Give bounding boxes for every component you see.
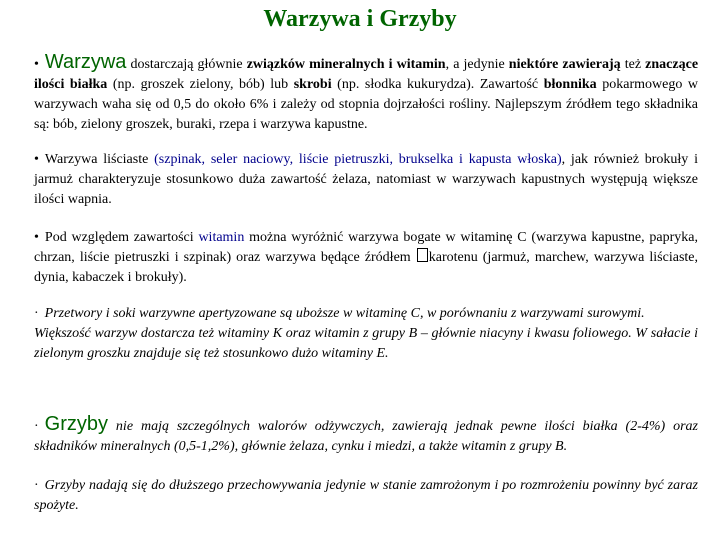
lead-word: Warzywa (44, 51, 127, 73)
text: (np. groszek zielony, bób) lub (107, 77, 294, 92)
text: Większość warzyw dostarcza też witaminy K oraz witamin z grupy B – głównie niacyny i kwasu foliowego. W sałacie i zielonym groszku znajduje się też stosunkowo dużo witaminy E. (34, 326, 698, 361)
bullet: · (34, 419, 39, 434)
text: Przetwory i soki warzywne apertyzowane są uboższe w witaminę C, w porównaniu z warzywami surowymi. (44, 306, 645, 321)
paragraph-vegetables (34, 52, 698, 135)
bullet: • (34, 57, 39, 72)
bold-text: skrobi (293, 77, 332, 92)
text: karotenu (jarmuż, marchew, warzywa liściaste, dynia, kabaczek i brokuły). (34, 250, 698, 285)
text: nie mają szczególnych walorów odżywczych, zawierają jednak pewne ilości białka (2-4%) oraz składników mineralnych (0,5-1,2%), głównie żelaza, cynku i miedzi, a także witamin z grupy B. (34, 419, 698, 454)
lead-word: Grzyby (44, 413, 109, 435)
text: Grzyby nadają się do dłuższego przechowywania jedynie w stanie zamrożonym i po rozmrożeniu powinny być zaraz spożyte. (34, 478, 698, 513)
text: , a jedynie (445, 57, 509, 72)
text: pokarmowego w warzywach waha się od 0,5 do około 6% i zależy od stopnia dojrzałości rośliny. Najlepszym źródłem tego składnika są: bób, zielony groszek, buraki, rzepa i warzywa kapustne. (34, 77, 699, 132)
bullet: · (34, 306, 39, 321)
bold-text: błonnika (543, 77, 597, 92)
paragraph-vitamins (34, 228, 698, 288)
bullet: · (34, 478, 39, 493)
bullet: • (34, 230, 39, 245)
text: , jak również brokuły i jarmuż charakteryzuje stosunkowo duża zawartość żelaza, natomiast w warzywach kapustnych występują większe ilości wapnia. (34, 152, 698, 207)
paragraph-preserves (34, 304, 698, 364)
blue-text: witamin (198, 230, 245, 245)
text: też (620, 57, 646, 72)
blue-text: (szpinak, seler naciowy, liście pietruszki, brukselka i kapusta włoska) (154, 152, 562, 167)
text: Pod względem zawartości (44, 230, 199, 245)
missing-glyph-icon (417, 248, 428, 262)
page-title: Warzywa i Grzyby (263, 6, 457, 32)
paragraph-storage (34, 476, 698, 516)
text: dostarczają głównie (126, 57, 247, 72)
bullet: • (34, 152, 39, 167)
text: (np. słodka kukurydza). Zawartość (331, 77, 544, 92)
text: można wyróżnić warzywa bogate w witaminę C (warzywa kapustne, papryka, chrzan, liście pietruszki i szpinak) oraz warzywa będące źródłem (34, 230, 698, 265)
paragraph-mushrooms (34, 414, 698, 457)
bold-text: znaczące ilości białka (34, 57, 699, 92)
text: Warzywa liściaste (44, 152, 155, 167)
paragraph-leafy (34, 150, 698, 210)
bold-text: niektóre zawierają (508, 57, 621, 72)
bold-text: związków mineralnych i witamin (246, 57, 446, 72)
